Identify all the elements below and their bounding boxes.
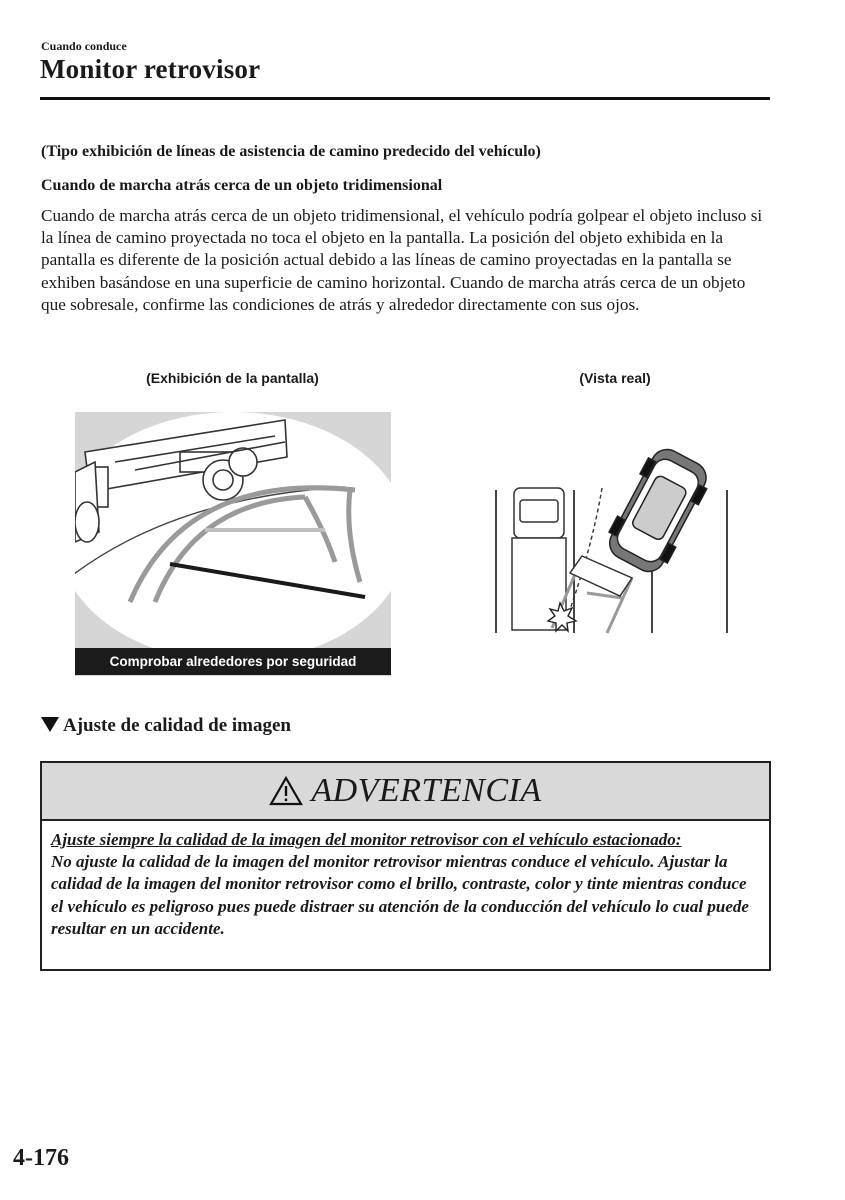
type-heading: (Tipo exhibición de líneas de asistencia de camino predecido del vehículo) <box>41 143 541 160</box>
section-heading <box>41 715 291 737</box>
page-title: Monitor retrovisor <box>40 54 261 84</box>
body-paragraph: Cuando de marcha atrás cerca de un objeto tridimensional, el vehículo podría golpear el objeto incluso si la línea de camino proyectada no toca el objeto en la pantalla. La posición del objeto exhibida en la pantalla es diferente de la posición actual debido a las líneas de camino proyectadas en la pantalla se exhiben basándose en una superficie de camino horizontal. Cuando de marcha atrás cerca de un objeto que sobresale, confirme las condiciones de atrás y alrededor directamente con sus ojos. <box>41 206 763 314</box>
real-view-illustration <box>492 428 742 638</box>
caption-screen: (Exhibición de la pantalla) <box>146 370 319 386</box>
warning-body <box>51 829 763 940</box>
parking-diagram-icon <box>492 428 742 638</box>
section-label: Cuando conduce <box>41 39 127 53</box>
warning-box <box>40 761 771 971</box>
warning-title: ADVERTENCIA <box>311 772 542 809</box>
warning-header <box>42 763 769 821</box>
warning-text: No ajuste la calidad de la imagen del monitor retrovisor mientras conduce el vehículo. Ajustar la calidad de la imagen del monitor retrovisor como el brillo, contraste, color y tinte mientras conduce el vehículo es peligroso pues puede distraer su atención de la conducción del vehículo lo cual puede resultar en un accidente. <box>51 852 749 938</box>
warning-triangle-icon <box>269 776 303 806</box>
screen-display-illustration <box>75 412 391 676</box>
title-divider <box>40 97 770 100</box>
triangle-down-icon <box>41 717 59 732</box>
page-number: 4-176 <box>13 1145 69 1171</box>
warning-underlined-text: Ajuste siempre la calidad de la imagen del monitor retrovisor con el vehículo estacionado: <box>51 830 682 849</box>
subheading: Cuando de marcha atrás cerca de un objeto tridimensional <box>41 177 443 194</box>
screen-warning-banner: Comprobar alrededores por seguridad <box>75 648 391 675</box>
caption-real-view: (Vista real) <box>579 370 651 386</box>
section-heading-label: Ajuste de calidad de imagen <box>63 715 291 736</box>
rear-camera-view-icon <box>75 412 391 676</box>
